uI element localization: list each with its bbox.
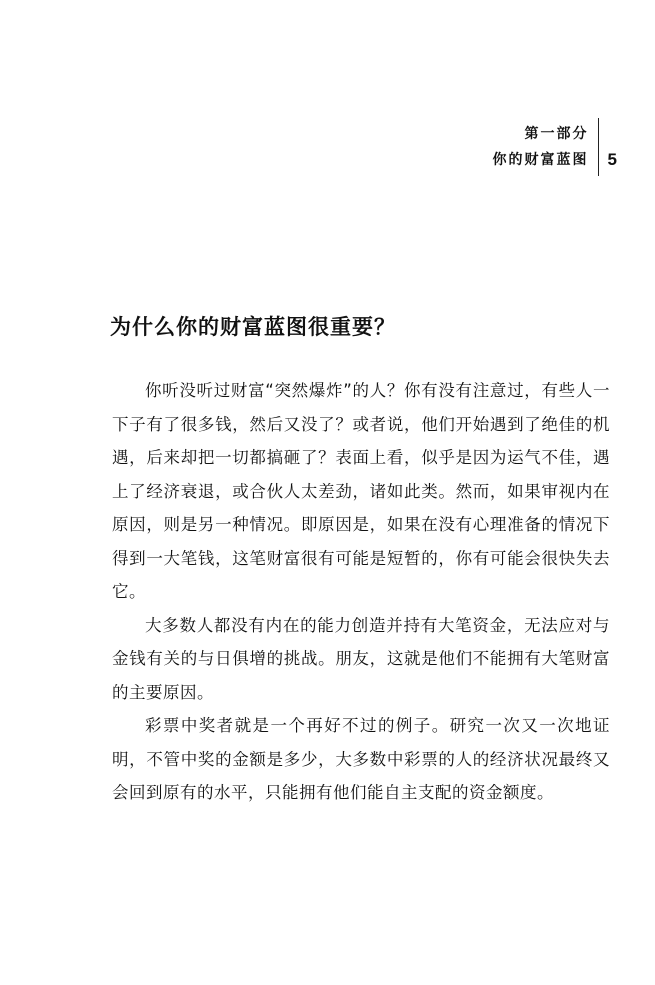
section-heading: 为什么你的财富蓝图很重要？ bbox=[110, 314, 396, 339]
paragraph: 彩票中奖者就是一个再好不过的例子。研究一次又一次地证明，不管中奖的金额是多少，大多数中彩票的人的经济状况最终又会回到原有的水平，只能拥有他们能自主支配的资金额度。 bbox=[112, 716, 610, 802]
paragraph: 你听没听过财富“突然爆炸”的人？你有没有注意过，有些人一下子有了很多钱，然后又没了？或者说，他们开始遇到了绝佳的机遇，后来却把一切都搞砸了？表面上看，似乎是因为运气不佳，遇上了经济衰退，或合伙人太差劲，诸如此类。然而，如果审视内在原因，则是另一种情况。即原因是，如果在没有心理准备的情况下得到一大笔钱，这笔财富很有可能是短暂的，你有可能会很快失去它。 bbox=[112, 381, 610, 601]
part-title: 你的财富蓝图 bbox=[492, 152, 589, 168]
running-header bbox=[493, 118, 617, 176]
body-text bbox=[112, 374, 610, 810]
header-divider bbox=[598, 118, 599, 176]
page-number: 5 bbox=[607, 150, 617, 169]
paragraph: 大多数人都没有内在的能力创造并持有大笔资金，无法应对与金钱有关的与日俱增的挑战。朋友，这就是他们不能拥有大笔财富的主要原因。 bbox=[112, 615, 610, 702]
running-header-titles bbox=[493, 121, 589, 173]
part-label: 第一部分 bbox=[524, 126, 589, 142]
